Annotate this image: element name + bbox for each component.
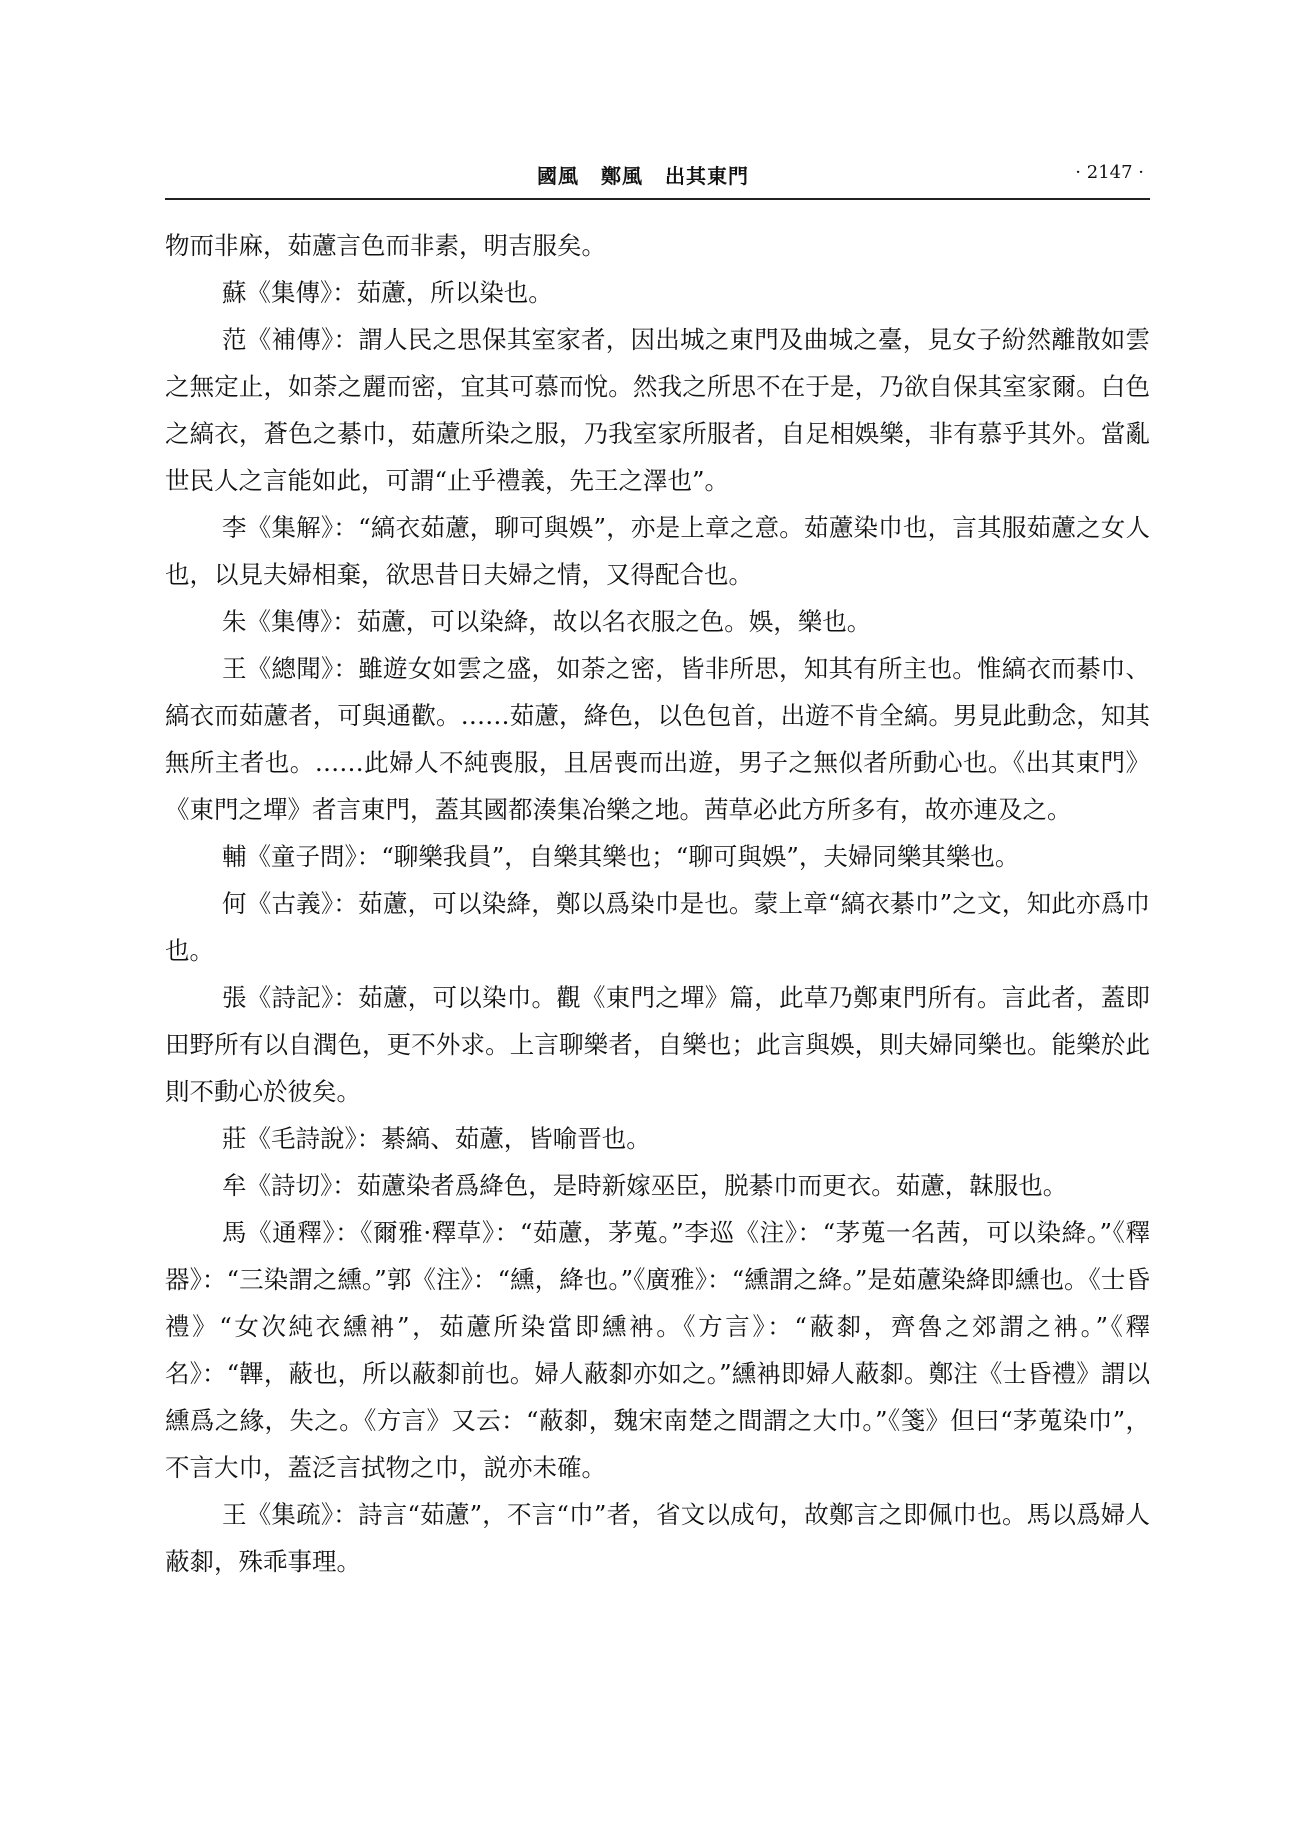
page-number: · 2147 · <box>1075 162 1144 183</box>
running-title <box>537 160 771 189</box>
paragraph: 物而非麻，茹藘言色而非素，明吉服矣。 <box>165 231 606 260</box>
paragraph: 范《補傳》：謂人民之思保其室家者，因出城之東門及曲城之臺，見女子紛然離散如雲之無定止，如荼之麗而密，宜其可慕而悅。然我之所思不在于是，乃欲自保其室家爾。白色之縞衣，蒼色之綦巾，茹藘所染之服，乃我室家所服者，自足相娛樂，非有慕乎其外。當亂世民人之言能如此，可謂“止乎禮義，先王之澤也”。 <box>165 325 1150 495</box>
paragraph: 朱《集傳》：茹藘，可以染絳，故以名衣服之色。娛，樂也。 <box>222 607 872 636</box>
paragraph: 蘇《集傳》：茹藘，所以染也。 <box>222 278 553 307</box>
header-rule <box>165 198 1150 200</box>
paragraph: 輔《童子問》：“聊樂我員”，自樂其樂也；“聊可與娛”，夫婦同樂其樂也。 <box>222 842 1020 871</box>
body-text <box>165 222 1150 1585</box>
running-title-section: 國風 <box>537 164 579 188</box>
running-title-poem: 出其東門 <box>665 164 749 188</box>
page-header <box>165 160 1150 196</box>
paragraph: 李《集解》：“縞衣茹藘，聊可與娛”，亦是上章之意。茹藘染巾也，言其服茹藘之女人也，以見夫婦相棄，欲思昔日夫婦之情，又得配合也。 <box>165 513 1150 589</box>
paragraph: 張《詩記》：茹藘，可以染巾。觀《東門之墠》篇，此草乃鄭東門所有。言此者，蓋即田野所有以自潤色，更不外求。上言聊樂者，自樂也；此言與娛，則夫婦同樂也。能樂於此則不動心於彼矣。 <box>165 983 1150 1106</box>
paragraph: 牟《詩切》：茹藘染者爲絳色，是時新嫁巫臣，脱綦巾而更衣。茹藘，韎服也。 <box>222 1171 1068 1200</box>
running-title-subsection: 鄭風 <box>601 164 643 188</box>
paragraph: 馬《通釋》：《爾雅·釋草》：“茹藘，茅蒐。”李巡《注》：“茅蒐一名茜，可以染絳。”《釋器》：“三染謂之纁。”郭《注》：“纁，絳也。”《廣雅》：“纁謂之絳。”是茹藘染絳即纁也。《士昏禮》“女次純衣纁袡”，茹藘所染當即纁袡。《方言》：“蔽厀，齊魯之郊謂之袡。”《釋名》：“韠，蔽也，所以蔽厀前也。婦人蔽厀亦如之。”纁袡即婦人蔽厀。鄭注《士昏禮》謂以纁爲之緣，失之。《方言》又云：“蔽厀，魏宋南楚之間謂之大巾。”《箋》但曰“茅蒐染巾”，不言大巾，蓋泛言拭物之巾，説亦未確。 <box>165 1218 1150 1482</box>
paragraph: 何《古義》：茹藘，可以染絳，鄭以爲染巾是也。蒙上章“縞衣綦巾”之文，知此亦爲巾也。 <box>165 889 1150 965</box>
paragraph: 莊《毛詩說》：綦縞、茹藘，皆喻晋也。 <box>222 1124 651 1153</box>
paragraph: 王《集疏》：詩言“茹藘”，不言“巾”者，省文以成句，故鄭言之即佩巾也。馬以爲婦人蔽厀，殊乖事理。 <box>165 1500 1150 1576</box>
paragraph: 王《總聞》：雖遊女如雲之盛，如荼之密，皆非所思，知其有所主也。惟縞衣而綦巾、縞衣而茹藘者，可與通歡。……茹藘，絳色，以色包首，出遊不肯全縞。男見此動念，知其無所主者也。……此婦人不純喪服，且居喪而出遊，男子之無似者所動心也。《出其東門》《東門之墠》者言東門，蓋其國都湊集冶樂之地。茜草必此方所多有，故亦連及之。 <box>165 654 1150 824</box>
